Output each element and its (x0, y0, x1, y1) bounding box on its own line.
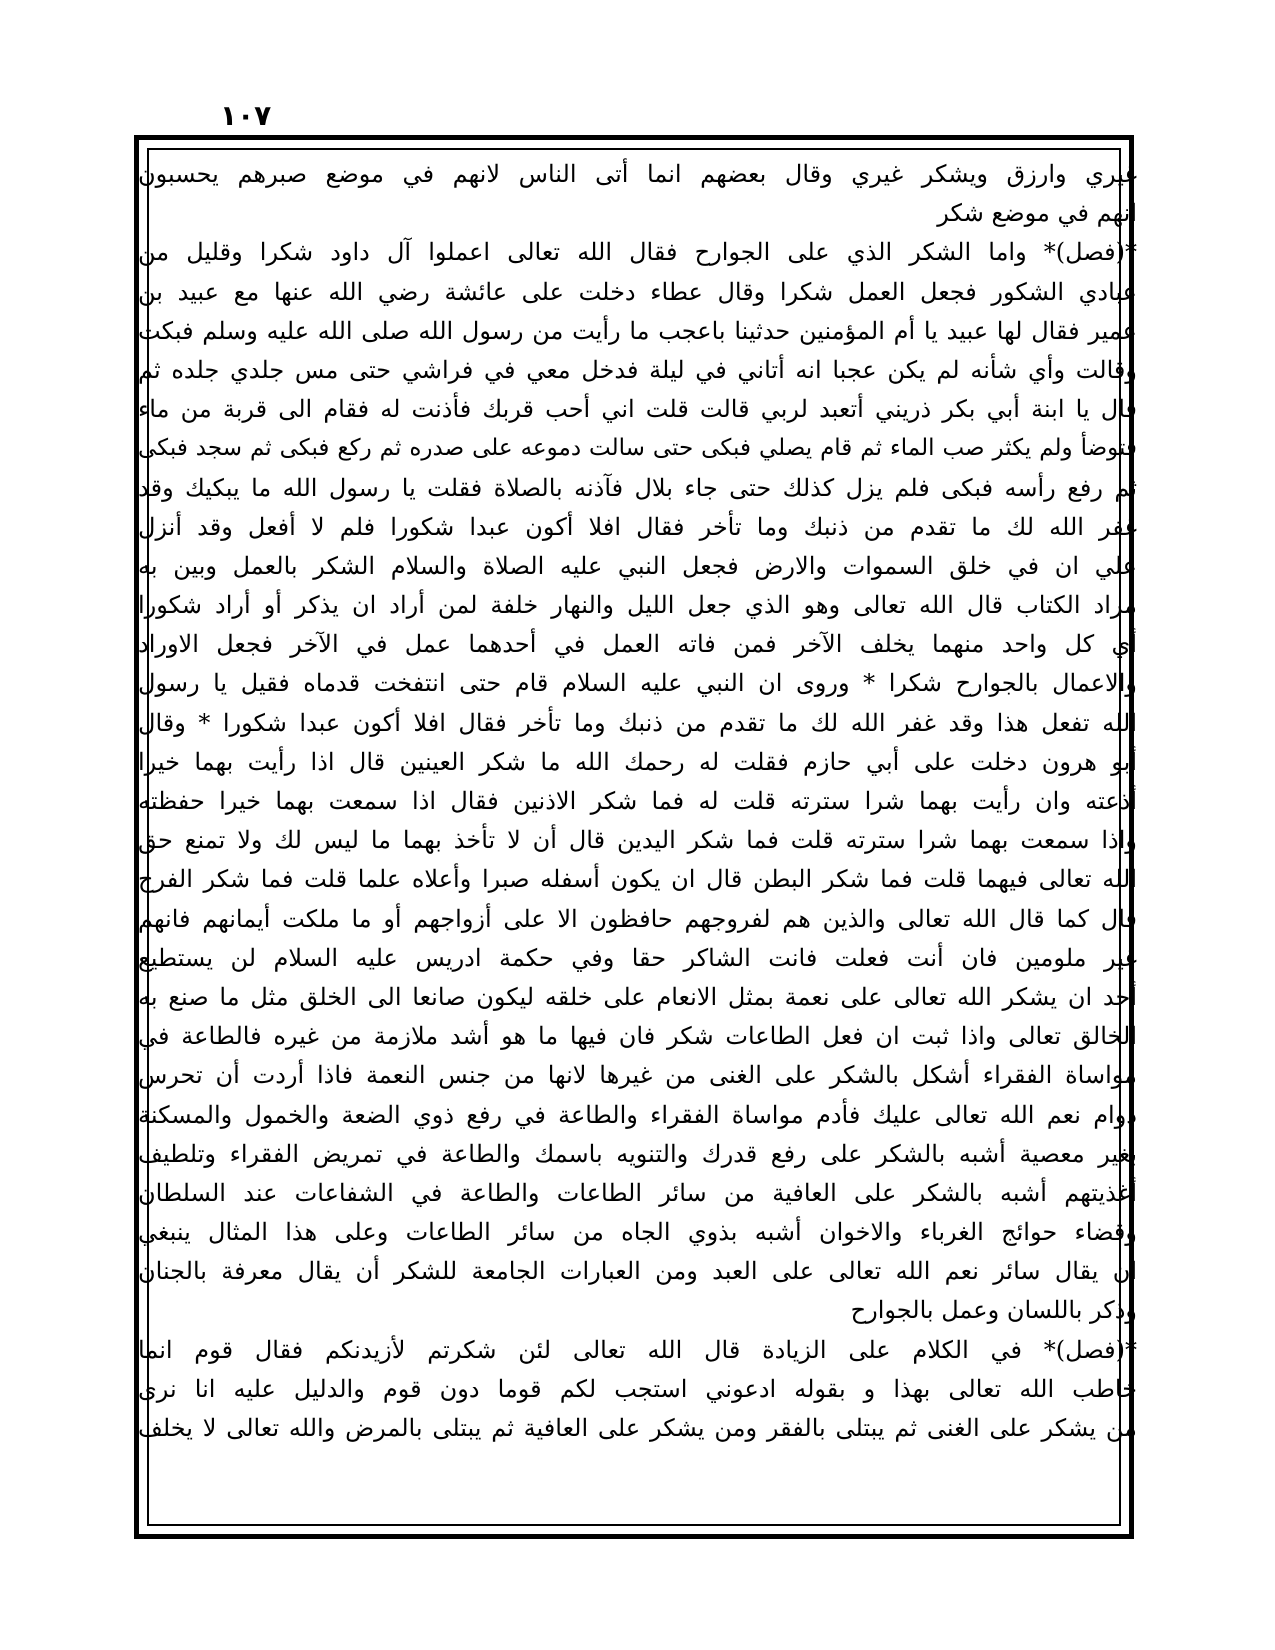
text-line: ان يقال سائر نعم الله تعالى على العبد ومن العبارات الجامعة للشكر أن يقال معرفة بالجنان (138, 1257, 1137, 1286)
text-line: أحد ان يشكر الله تعالى على نعمة بمثل الانعام على خلقه ليكون صانعا الى الخلق مثل ما صنع به (138, 982, 1137, 1011)
text-line: *(فصل)* واما الشكر الذي على الجوارح فقال الله تعالى اعملوا آل داود شكرا وقليل من (138, 238, 1137, 267)
text-line: *(فصل)* في الكلام على الزيادة قال الله تعالى لئن شكرتم لأزيدنكم فقال قوم انما (138, 1335, 1137, 1364)
text-line: خاطب الله تعالى بهذا و بقوله ادعوني استجب لكم قوما دون قوم والدليل عليه انا نرى (138, 1374, 1137, 1403)
text-line: عمير فقال لها عبيد يا أم المؤمنين حدثينا باعجب ما رأيت من رسول الله صلى الله عليه وسلم فبكت (138, 316, 1137, 345)
text-line: غيري وارزق ويشكر غيري وقال بعضهم انما أتى الناس لانهم في موضع صبرهم يحسبون (138, 160, 1137, 188)
text-line: غير ملومين فان أنت فعلت فانت الشاكر حقا وفي حكمة ادريس عليه السلام لن يستطيع (138, 943, 1137, 972)
text-line: وقضاء حوائج الغرباء والاخوان أشبه بذوي الجاه من سائر الطاعات وعلى هذا المثال ينبغي (138, 1218, 1137, 1247)
text-line: مواساة الفقراء أشكل بالشكر على الغنى من غيرها لانها من جنس النعمة فاذا أردت أن تحرس (138, 1061, 1137, 1090)
text-line: من يشكر على الغنى ثم يبتلى بالفقر ومن يشكر على العافية ثم يبتلى بالمرض والله تعالى لا يخلف (138, 1414, 1137, 1442)
text-line: مراد الكتاب قال الله تعالى وهو الذي جعل الليل والنهار خلفة لمن أراد ان يذكر أو أراد شكورا (138, 591, 1137, 620)
text-line: وذكر باللسان وعمل بالجوارح (850, 1296, 1137, 1325)
text-line: فتوضأ ولم يكثر صب الماء ثم قام يصلي فبكى حتى سالت دموعه على صدره ثم ركع فبكى ثم سجد فبكى (138, 435, 1137, 462)
text-line: علي ان في خلق السموات والارض فجعل النبي عليه الصلاة والسلام الشكر بالعمل وبين به (138, 551, 1137, 580)
text-line: أي كل واحد منهما يخلف الآخر فمن فاته العمل في أحدهما عمل في الآخر فجعل الاوراد (138, 630, 1137, 659)
text-line: عبادي الشكور فجعل العمل شكرا وقال عطاء دخلت على عائشة رضي الله عنها مع عبيد بن (138, 277, 1137, 306)
text-line: الله تعالى فيهما قلت فما شكر البطن قال ان يكون أسفله صبرا وأعلاه علما قلت فما شكر الفرج (138, 865, 1137, 894)
text-line: وقالت وأي شأنه لم يكن عجبا انه أتاني في ليلة فدخل معي في فراشي حتى مس جلدي جلده ثم (138, 355, 1137, 384)
body-text (138, 155, 1137, 1448)
page-number: ١٠٧ (220, 99, 272, 132)
text-line: أذعته وان رأيت بهما شرا سترته قلت له فما شكر الاذنين فقال اذا سمعت بهما خيرا حفظته (138, 787, 1137, 815)
text-line: ثم رفع رأسه فبكى فلم يزل كذلك حتى جاء بلال فآذنه بالصلاة فقلت يا رسول الله ما يبكيك وقد (138, 473, 1137, 502)
text-line: أبو هرون دخلت على أبي حازم فقلت له رحمك الله ما شكر العينين قال اذا رأيت بهما خيرا (138, 747, 1137, 776)
text-line: قال يا ابنة أبي بكر ذريني أتعبد لربي قالت قلت اني أحب قربك فأذنت له فقام الى قربة من ماء (138, 395, 1137, 424)
text-line: الله تفعل هذا وقد غفر الله لك ما تقدم من ذنبك وما تأخر فقال افلا أكون عبدا شكورا * وقال (138, 708, 1137, 737)
text-line: أغذيتهم أشبه بالشكر على العافية من سائر الطاعات والطاعة في الشفاعات عند السلطان (138, 1178, 1137, 1207)
text-line: والاعمال بالجوارح شكرا * وروى ان النبي عليه السلام قام حتى انتفخت قدماه فقيل يا رسول (138, 669, 1137, 698)
text-line: الخالق تعالى واذا ثبت ان فعل الطاعات شكر فان فيها ما هو أشد ملازمة من غيره فالطاعة في (138, 1022, 1137, 1051)
text-line: غفر الله لك ما تقدم من ذنبك وما تأخر فقال افلا أكون عبدا شكورا فلم لا أفعل وقد أنزل (138, 512, 1137, 541)
text-line: انهم في موضع شكر (937, 199, 1137, 228)
text-line: واذا سمعت بهما شرا سترته قلت فما شكر اليدين قال أن لا تأخذ بهما ما ليس لك ولا تمنع حق (138, 826, 1137, 855)
text-line: دوام نعم الله تعالى عليك فأدم مواساة الفقراء والطاعة في رفع ذوي الضعة والخمول والمسكنة (138, 1100, 1137, 1129)
text-line: قال كما قال الله تعالى والذين هم لفروجهم حافظون الا على أزواجهم أو ما ملكت أيمانهم فانهم (138, 904, 1137, 933)
text-line: بغير معصية أشبه بالشكر على رفع قدرك والتنويه باسمك والطاعة في تمريض الفقراء وتلطيف (138, 1139, 1137, 1168)
